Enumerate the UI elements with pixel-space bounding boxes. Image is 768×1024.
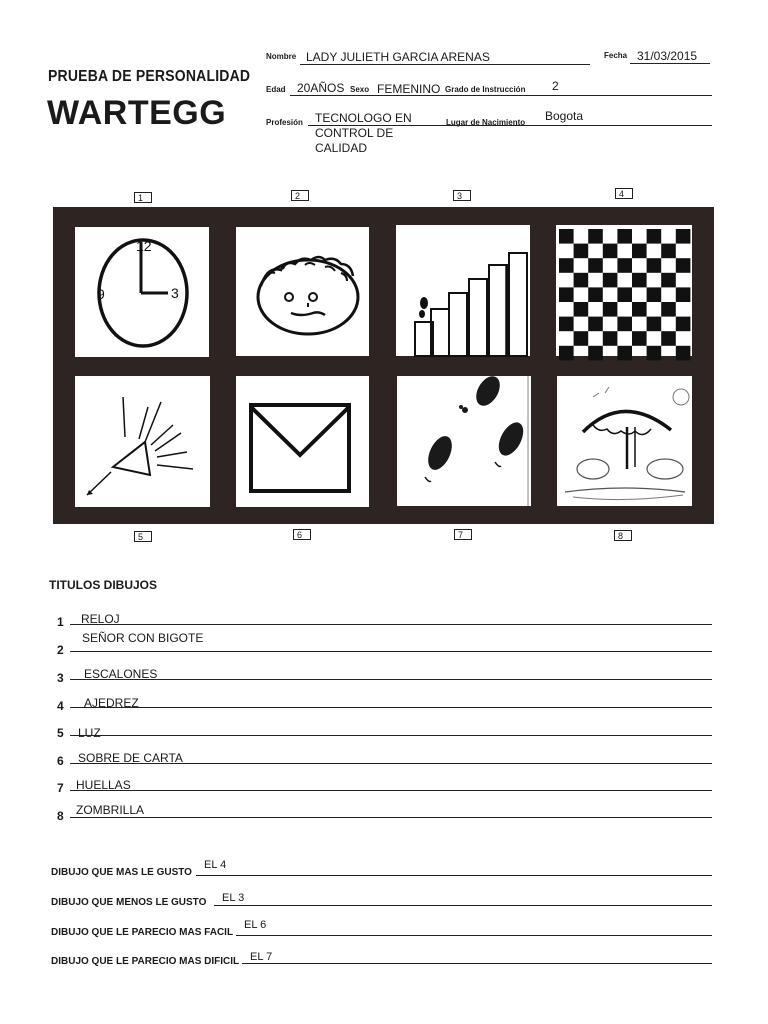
- checker-square: [661, 331, 676, 346]
- checker-square: [647, 287, 662, 302]
- face-with-mustache-icon: [236, 227, 369, 356]
- checker-square: [676, 317, 691, 332]
- checker-square: [559, 287, 574, 302]
- checker-square: [647, 229, 662, 244]
- fecha-value: 31/03/2015: [637, 49, 698, 63]
- lugar-label: Lugar de Nacimiento: [446, 118, 526, 127]
- nombre-label: Nombre: [266, 52, 297, 61]
- title-line-6: [70, 763, 712, 764]
- box-number-6: 6: [293, 529, 311, 540]
- checker-square: [647, 258, 662, 273]
- checker-square: [559, 317, 574, 332]
- question-label-4: DIBUJO QUE LE PARECIO MAS DIFICIL: [51, 956, 240, 967]
- clock-icon: [75, 227, 209, 357]
- title-answer-7: HUELLAS: [76, 778, 131, 792]
- title-number-5: 5: [57, 726, 64, 740]
- profesion-line-3: CALIDAD: [315, 141, 368, 155]
- checker-square: [617, 258, 632, 273]
- drawing-grid: [53, 207, 714, 524]
- checker-square: [559, 258, 574, 273]
- sexo-label: Sexo: [350, 85, 370, 94]
- title-answer-5: LUZ: [78, 726, 101, 740]
- edad-value: 20AÑOS: [297, 81, 345, 95]
- grado-value: 2: [552, 79, 559, 93]
- checker-square: [661, 273, 676, 288]
- title-number-1: 1: [57, 615, 64, 629]
- title-answer-1: RELOJ: [81, 612, 120, 626]
- envelope-icon: [236, 376, 369, 507]
- title-line-1: [70, 624, 712, 625]
- checker-square: [603, 273, 618, 288]
- grado-label: Grado de Instrucción: [445, 85, 526, 94]
- checker-square: [603, 302, 618, 317]
- footprints-icon: [397, 372, 531, 506]
- title-number-8: 8: [57, 809, 64, 823]
- box-number-3: 3: [453, 190, 471, 201]
- title-line-8: [70, 817, 712, 818]
- nombre-value: LADY JULIETH GARCIA ARENAS: [306, 50, 490, 64]
- svg-text:3: 3: [171, 285, 179, 301]
- checker-square: [632, 244, 647, 259]
- checker-square: [603, 331, 618, 346]
- checker-square: [588, 287, 603, 302]
- checker-square: [574, 302, 589, 317]
- checker-square: [603, 244, 618, 259]
- checker-square: [574, 244, 589, 259]
- question-label-3: DIBUJO QUE LE PARECIO MAS FACIL: [51, 927, 234, 938]
- title-answer-3: ESCALONES: [84, 667, 158, 681]
- checker-square: [617, 317, 632, 332]
- checker-square: [617, 287, 632, 302]
- title-line-2: [70, 651, 712, 652]
- checker-square: [617, 229, 632, 244]
- profesion-label: Profesión: [266, 118, 303, 127]
- question-line-1: [196, 875, 712, 876]
- box-number-5: 5: [134, 531, 152, 542]
- title-line-4: [70, 707, 712, 708]
- checker-square: [559, 346, 574, 361]
- svg-text:12: 12: [136, 238, 152, 254]
- title-line-7: [70, 790, 712, 791]
- checker-square: [574, 273, 589, 288]
- title-number-3: 3: [57, 671, 64, 685]
- checker-square: [617, 346, 632, 361]
- title-number-7: 7: [57, 781, 64, 795]
- titles-heading: TITULOS DIBUJOS: [49, 578, 158, 592]
- checker-square: [632, 273, 647, 288]
- question-answer-3: EL 6: [244, 919, 267, 931]
- box-number-8: 8: [614, 530, 632, 541]
- checker-square: [588, 229, 603, 244]
- light-beam-icon: [75, 376, 210, 507]
- test-title: WARTEGG: [47, 94, 227, 132]
- edad-label: Edad: [266, 85, 286, 94]
- title-line-5: [70, 735, 712, 736]
- edad-sexo-grado-line: [290, 95, 712, 96]
- checker-square: [588, 317, 603, 332]
- sexo-value: FEMENINO: [377, 82, 441, 96]
- box-number-2: 2: [291, 190, 309, 201]
- test-subtitle: PRUEBA DE PERSONALIDAD: [48, 66, 251, 85]
- title-answer-8: ZOMBRILLA: [76, 803, 145, 817]
- checker-square: [588, 258, 603, 273]
- stairs-icon: [396, 225, 530, 356]
- checker-square: [632, 302, 647, 317]
- title-number-6: 6: [57, 754, 64, 768]
- checker-square: [559, 229, 574, 244]
- checker-square: [647, 317, 662, 332]
- box-number-4: 4: [615, 188, 633, 199]
- question-line-2: [214, 905, 712, 906]
- question-label-1: DIBUJO QUE MAS LE GUSTO: [51, 867, 192, 878]
- title-number-4: 4: [57, 699, 64, 713]
- question-answer-1: EL 4: [204, 859, 227, 871]
- question-line-4: [242, 963, 712, 964]
- checker-square: [574, 331, 589, 346]
- checker-square: [676, 258, 691, 273]
- title-answer-2: SEÑOR CON BIGOTE: [82, 631, 204, 645]
- checker-square: [676, 229, 691, 244]
- title-number-2: 2: [57, 643, 64, 657]
- checker-square: [676, 346, 691, 361]
- checker-square: [661, 302, 676, 317]
- profesion-line-1: TECNOLOGO EN: [315, 111, 412, 125]
- question-line-3: [236, 935, 712, 936]
- svg-text:9: 9: [97, 286, 105, 302]
- question-answer-4: EL 7: [250, 951, 273, 963]
- checker-square: [676, 287, 691, 302]
- question-answer-2: EL 3: [222, 892, 245, 904]
- checker-square: [647, 346, 662, 361]
- nombre-line: [300, 64, 590, 65]
- checker-square: [588, 346, 603, 361]
- fecha-label: Fecha: [604, 51, 628, 60]
- title-answer-4: AJEDREZ: [84, 696, 139, 710]
- lugar-value: Bogota: [545, 109, 584, 123]
- profesion-lugar-line: [308, 125, 712, 126]
- title-answer-6: SOBRE DE CARTA: [78, 751, 183, 765]
- title-line-3: [70, 679, 712, 680]
- checkerboard-icon: [556, 225, 692, 360]
- box-number-1: 1: [134, 192, 152, 203]
- profesion-value: [315, 111, 412, 156]
- profesion-line-2: CONTROL DE: [315, 126, 394, 140]
- fecha-line: [630, 63, 710, 64]
- box-number-7: 7: [454, 529, 472, 540]
- checker-square: [661, 244, 676, 259]
- checker-square: [632, 331, 647, 346]
- question-label-2: DIBUJO QUE MENOS LE GUSTO: [51, 897, 207, 908]
- umbrella-icon: [557, 376, 692, 506]
